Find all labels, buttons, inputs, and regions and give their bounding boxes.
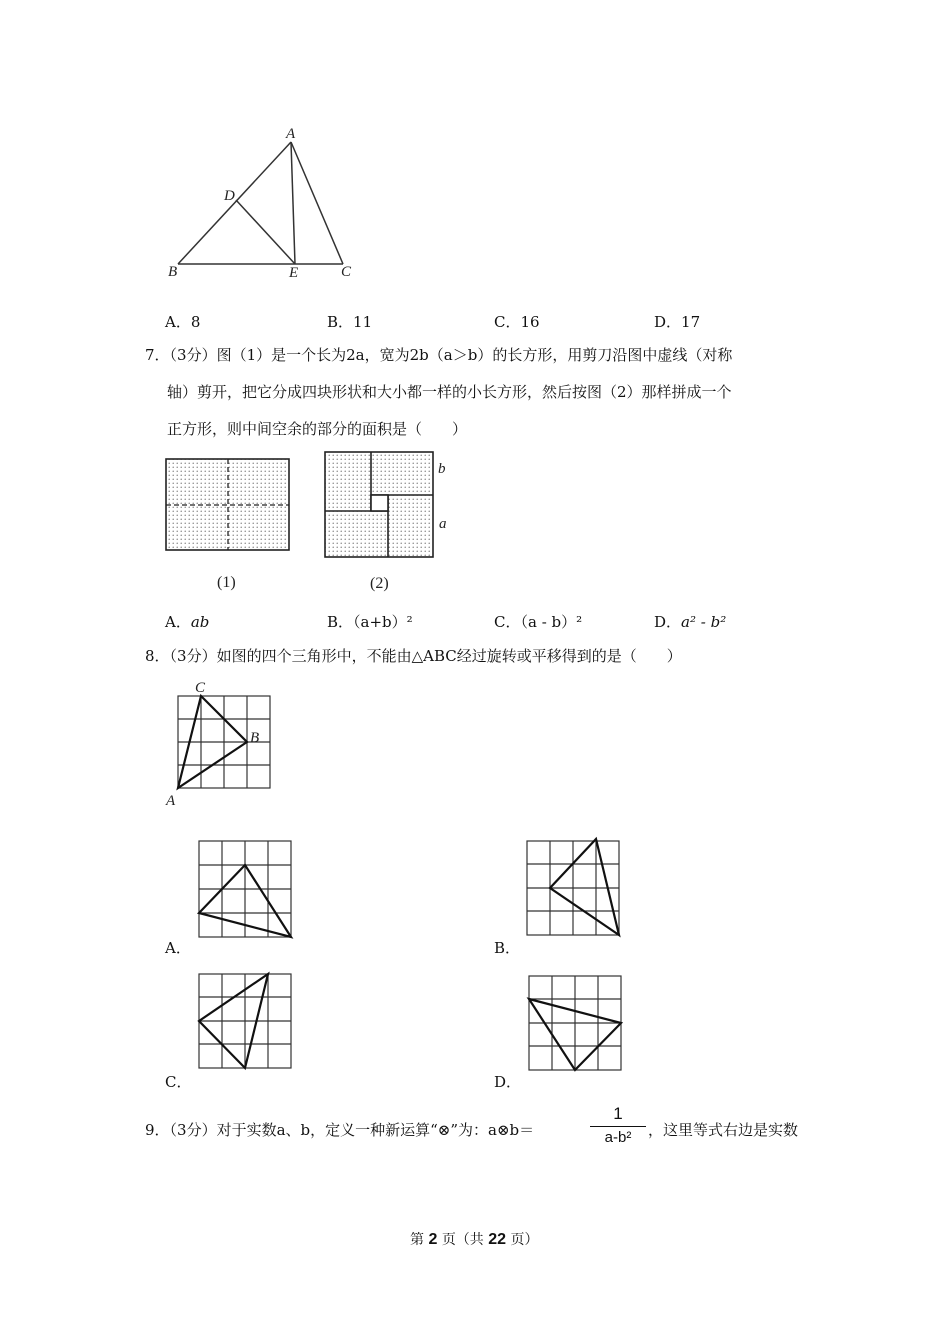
q7-stem-line3: 正方形，则中间空余的部分的面积是（ ） (167, 420, 468, 438)
vertex-label-e: E (289, 265, 299, 281)
page-number: 2 (428, 1231, 438, 1248)
q7-stem-line2: 轴）剪开，把它分成四块形状和大小都一样的小长方形，然后按图（2）那样拼成一个 (167, 383, 732, 401)
vertex-label-a: A (286, 126, 296, 142)
q6-triangle-figure (160, 120, 370, 290)
q8-option-a-grid[interactable] (198, 840, 294, 940)
footer-text: 页） (510, 1232, 539, 1248)
page-footer (410, 1229, 539, 1249)
question-text: 对于实数a、b，定义一种新运算“⊗”为：a⊗b＝ (216, 1121, 535, 1139)
option-label: D． (654, 613, 682, 631)
total-pages: 22 (488, 1231, 507, 1248)
option-label: B． (327, 313, 354, 331)
q8-option-c-label[interactable]: C． (165, 1073, 192, 1091)
option-label: C． (494, 613, 521, 631)
grid-label-c: C (195, 680, 206, 696)
q7-option-b[interactable] (327, 612, 413, 632)
option-text: （a - b）² (520, 613, 583, 631)
q6-option-a[interactable] (165, 312, 200, 332)
q8-option-b-label[interactable]: B． (494, 939, 521, 957)
vertex-label-d: D (224, 188, 235, 204)
q6-option-b[interactable] (327, 312, 372, 332)
option-text: a² - b² (681, 613, 727, 631)
question-number: 7． (145, 346, 170, 364)
figure-2-label-b: b (438, 461, 446, 477)
q7-option-a[interactable] (165, 612, 209, 632)
question-text: 图（1）是一个长为2a，宽为2b（a＞b）的长方形，用剪刀沿图中虚线（对称 (216, 346, 733, 364)
q6-option-d[interactable] (654, 312, 700, 332)
q8-option-c-grid[interactable] (198, 973, 294, 1071)
q8-option-d-label[interactable]: D． (494, 1073, 522, 1091)
option-text: 11 (353, 313, 373, 331)
figure-2-caption: (2) (370, 575, 389, 592)
option-label: B． (327, 613, 354, 631)
fraction-numerator: 1 (613, 1104, 623, 1123)
vertex-label-c: C (341, 264, 352, 280)
grid-label-a: A (166, 793, 176, 809)
figure-1-rectangle (166, 459, 289, 550)
q9-fraction (590, 1104, 646, 1149)
q9-stem-after: ，这里等式右边是实数 (648, 1121, 799, 1139)
option-label: A． (165, 613, 191, 631)
option-text: ab (190, 613, 210, 631)
figure-2-label-a: a (439, 516, 447, 532)
q7-stem-line1 (145, 345, 732, 365)
q8-option-d-grid[interactable] (528, 975, 624, 1073)
question-text: 如图的四个三角形中，不能由△ABC经过旋转或平移得到的是（ ） (216, 647, 682, 665)
option-text: 16 (520, 313, 540, 331)
question-score: （3分） (169, 346, 217, 364)
question-number: 8． (145, 647, 170, 665)
q7-option-d[interactable] (654, 612, 726, 632)
figure-2-square (325, 452, 433, 557)
fraction-denominator: a-b² (604, 1129, 632, 1146)
grid-label-b: B (250, 730, 260, 746)
q7-figures (160, 446, 480, 596)
q8-reference-grid (160, 676, 290, 811)
question-score: （3分） (169, 1121, 217, 1139)
q9-stem (145, 1120, 534, 1140)
figure-1-caption: (1) (217, 574, 236, 591)
q7-option-c[interactable] (494, 612, 582, 632)
question-number: 9． (145, 1121, 170, 1139)
option-label: C． (494, 313, 521, 331)
option-text: 8 (190, 313, 201, 331)
q8-option-b-grid[interactable] (526, 838, 622, 938)
q8-stem (145, 646, 682, 666)
question-score: （3分） (169, 647, 217, 665)
vertex-label-b: B (168, 264, 178, 280)
footer-text: 页（共 (441, 1232, 484, 1248)
option-label: D． (654, 313, 682, 331)
option-text: 17 (681, 313, 701, 331)
footer-text: 第 (410, 1232, 424, 1248)
option-text: （a+b）² (353, 613, 413, 631)
q6-option-c[interactable] (494, 312, 540, 332)
option-label: A． (165, 313, 191, 331)
q8-option-a-label[interactable]: A． (165, 939, 191, 957)
